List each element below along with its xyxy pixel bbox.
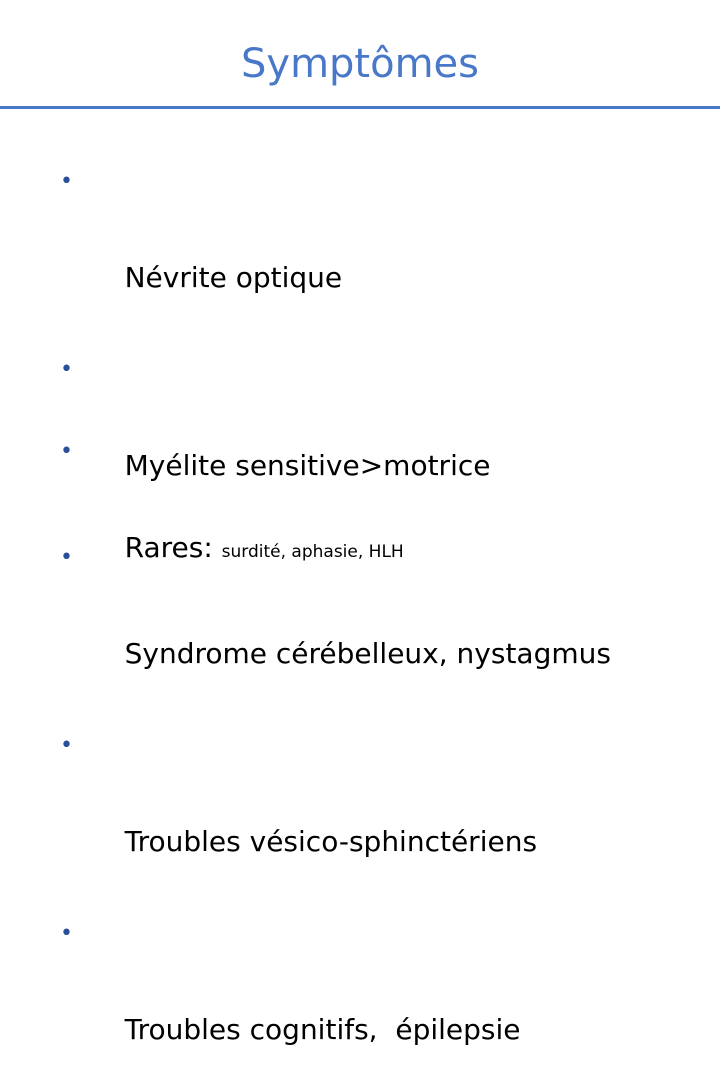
list-item <box>60 160 611 348</box>
bullet-icon: • <box>60 357 73 382</box>
list-item-text: Syndrome cérébelleux, nystagmus <box>124 637 611 670</box>
slide-title: Symptômes <box>241 41 479 87</box>
bullet-icon: • <box>60 545 73 570</box>
list-item-text: Myélite sensitive>motrice <box>124 449 491 482</box>
rare-symptoms-label: Rares: <box>124 531 222 564</box>
list-item-text: Troubles cognitifs, épilepsie <box>124 1013 521 1046</box>
rare-symptoms-item <box>60 430 404 623</box>
bullet-icon: • <box>60 439 73 464</box>
bullet-icon: • <box>60 921 73 946</box>
title-divider <box>0 106 720 109</box>
list-item-text: Troubles vésico-sphinctériens <box>124 825 538 858</box>
list-item <box>60 912 611 1080</box>
rare-symptoms-detail: surdité, aphasie, HLH <box>221 542 404 562</box>
list-item <box>60 724 611 912</box>
bullet-icon: • <box>60 733 73 758</box>
rare-symptoms-list <box>60 430 404 623</box>
list-item-text: Névrite optique <box>124 261 343 294</box>
bullet-icon: • <box>60 169 73 194</box>
